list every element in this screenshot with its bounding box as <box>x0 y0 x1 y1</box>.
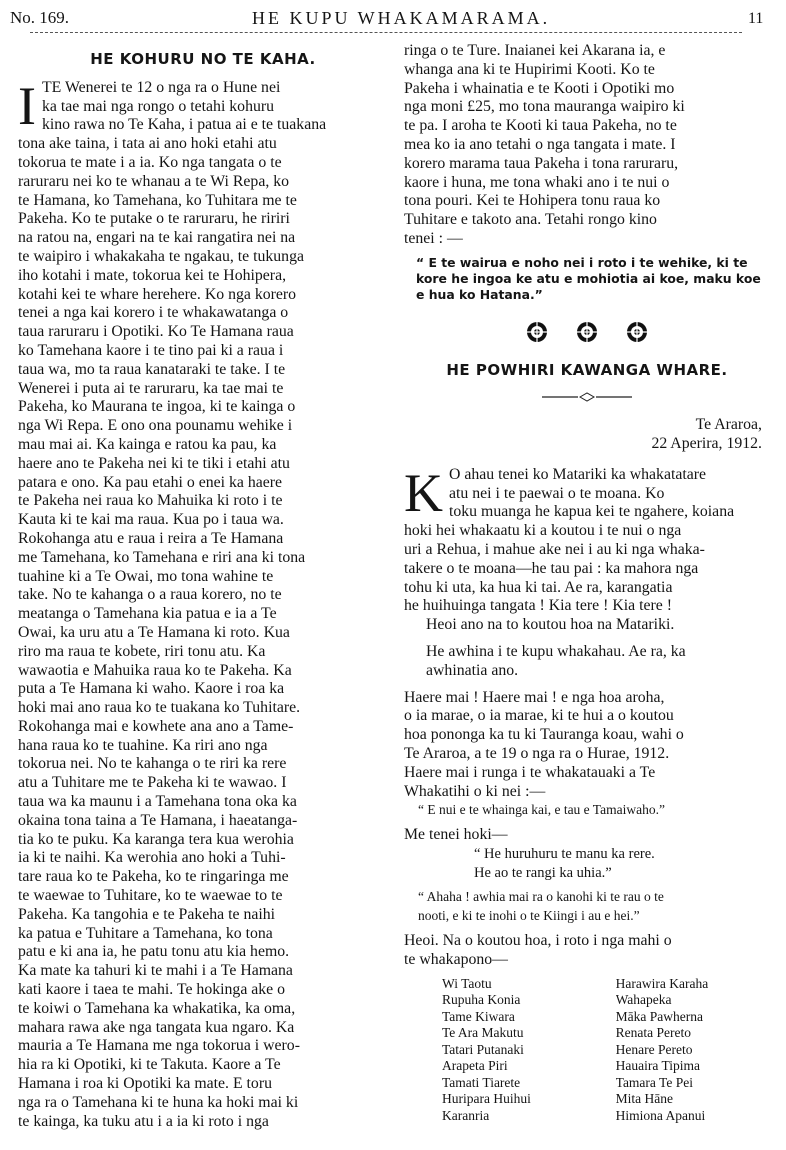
flower-ornament-icon <box>526 321 548 349</box>
text-line: toku muanga he kapua kei te ngahere, koiana <box>449 503 735 521</box>
signatory-name: Arapeta Piri <box>442 1058 508 1074</box>
signatory-name: Henare Pereto <box>615 1041 693 1057</box>
text-line: kotahi kei te whare herehere. Ko nga korero <box>18 285 297 303</box>
text-line: mea ko ia ano tetahi o nga tangata i mate. I <box>404 135 676 153</box>
me-tenei-line: Me tenei hoki— <box>404 826 508 844</box>
text-line: okaina tona taina a Te Hamana, i haeatanga- <box>18 811 298 829</box>
text-line: riro ma raua te kobete, riri tonu atu. Ka <box>18 642 266 660</box>
text-line: Whakatihi o ki nei :— <box>404 782 546 800</box>
issue-number: No. 169. <box>10 8 70 27</box>
text-line: iho kotahi i mate, tokorua kei te Hohipera, <box>18 266 287 284</box>
drop-cap: K <box>404 462 443 523</box>
text-line: Wenerei i puta ai te raruraru, ka tae mai te <box>18 379 284 397</box>
text-line: Kauta ki te kai ma raua. Kua po i taua wa. <box>18 511 284 529</box>
text-line: wawaotia e Mahuika raua ko te Pakeha. Ka <box>18 661 292 679</box>
text-line: patara e ono. Ka pau etahi o enei ka haere <box>18 473 283 491</box>
signatory-name: Wi Taotu <box>442 975 492 991</box>
quote-line: nooti, e ki te inohi o te Kiingi i au e hei.” <box>418 908 640 924</box>
signatory-name: Mita Hāne <box>615 1091 673 1107</box>
text-line: meatanga o Tamehana kia patua e ia a Te <box>18 605 277 623</box>
text-line: Pakeha i whainatia e te Kooti i Opotiki mo <box>404 79 675 97</box>
text-line: Rokohanga mai e kowhete ana ano a Tame- <box>18 717 294 735</box>
text-line: te waipiro i whakakaha te ngakau, te tukunga <box>18 247 304 265</box>
text-line: te Pakeha nei raua ko Mahuika ki roto i te <box>18 492 283 510</box>
text-line: puta a Te Hamana ki waho. Kaore i roa ka <box>18 680 285 698</box>
text-line: Tuhitare e takoto ana. Tetahi rongo kino <box>404 211 657 229</box>
names-column-1 <box>442 976 616 1125</box>
text-line: Haere mai i runga i te whakatauaki a Te <box>404 763 656 781</box>
text-line: hoki mai ano raua ko te tuakana ko Tuhitare. <box>18 699 301 717</box>
text-line: He awhina i te kupu whakahau. Ae ra, ka <box>426 642 686 660</box>
text-line: Heoi. Na o koutou hoa, i roto i nga mahi o <box>404 932 672 950</box>
text-line: raruraru nei ko te whanau a te Wi Repa, ko <box>18 172 290 190</box>
text-line: te whakapono— <box>404 950 508 968</box>
sign-off: Heoi ano na to koutou hoa na Matariki. <box>426 616 675 634</box>
text-line: te koiwi o Tamehana ka whakatika, ka oma, <box>18 999 296 1017</box>
ahaha-quote <box>404 888 770 926</box>
article-heading-kohuru: HE KOHURU NO TE KAHA. <box>90 50 316 68</box>
text-line: Ka mate ka tahuri ki te mahi i a Te Hamana <box>18 962 293 980</box>
text-line: atu a Tuhitare me te Pakeha ki te wawao. I <box>18 774 287 792</box>
signatory-name: Renata Pereto <box>615 1025 691 1041</box>
text-line: te waewae to Tuhitare, ko te waewae to te <box>18 887 283 905</box>
text-line: mau mai ai. Ka kainga e ratou ka pau, ka <box>18 435 277 453</box>
text-line: tona ake taina, i tata ai ano hoki etahi atu <box>18 135 277 153</box>
text-line: Hamana i roa ki Opotiki ka mate. E toru <box>18 1075 272 1093</box>
text-line: Owai, ka uru atu a Te Hamana ki roto. Kua <box>18 623 290 641</box>
text-line: hana raua ko te tuahine. Ka riri ano nga <box>18 736 268 754</box>
text-line: hoki hei whakaatu ki a koutou i te nui o nga <box>404 522 682 540</box>
signatory-names <box>404 976 770 1125</box>
signatory-name: Hauaira Tipima <box>615 1058 701 1074</box>
signatory-name: Tatari Putanaki <box>442 1041 524 1057</box>
text-line: te Hamana, ko Tamehana, ko Tuhitara me te <box>18 191 297 209</box>
text-line: tohu ki uta, ka hua ki tai. Ae ra, karangatia <box>404 578 673 596</box>
text-line: kaore i huna, me tona whaki ano i te nui o <box>404 173 670 191</box>
text-line: tare raua ko te Pakeha, ko te ringaringa me <box>18 868 289 886</box>
text-line: nga moni £25, mo tona mauranga waipiro ki <box>404 98 685 116</box>
text-line: te kainga, ka tuku atu i a ia ki roto i nga <box>18 1112 269 1130</box>
dateline-date: 22 Aperira, 1912. <box>651 434 762 452</box>
text-line: ka tae mai nga rongo o tetahi kohuru <box>41 97 275 115</box>
names-column-2 <box>616 976 770 1125</box>
text-line: tenei : — <box>404 229 463 247</box>
text-line: Pakeha. Ko te putake o te raruraru, he ririri <box>18 210 290 228</box>
text-line: awhinatia ano. <box>426 661 519 679</box>
text-line: atu nei i te paewai o te moana. Ko <box>449 484 665 502</box>
text-line: ringa o te Ture. Inaianei kei Akarana ia, e <box>404 42 666 59</box>
text-line: ka patua e Tuhitare a Tamehana, ko tona <box>18 924 273 942</box>
page-number: 11 <box>748 10 764 27</box>
poem-line: “ He huruhuru te manu ka rere. <box>474 845 655 862</box>
text-line: Haere mai ! Haere mai ! e nga hoa aroha, <box>404 688 665 706</box>
text-line: Rokohanga atu e raua i reira a Te Hamana <box>18 529 284 547</box>
text-line: tokorua te mate i a ia. Ko nga tangata o te <box>18 153 282 171</box>
text-line: Pakeha. Ka tangohia e te Pakeha te naihi <box>18 905 276 923</box>
text-line: Pakeha, ko Maurana te ingoa, ki te kainga o <box>18 398 296 416</box>
article-lines <box>18 75 388 1132</box>
paragraph-haere-mai <box>404 689 770 802</box>
ornament-row <box>404 321 770 349</box>
intro-lines <box>404 462 770 616</box>
text-line: na ratou na, engari na te kai rangatira nei na <box>18 229 296 247</box>
signatory-name: Harawira Karaha <box>615 975 709 991</box>
text-line: tia ko te puku. Ka karanga tera kua werohia <box>18 830 294 848</box>
text-line: takere o te moana—he tau pai : ka mahora nga <box>404 559 699 577</box>
quote-line: “ Ahaha ! awhia mai ra o kanohi ki te rau o te <box>418 889 664 905</box>
text-line: taua wa ka maunu i a Tamehana tona oka ka <box>18 793 297 811</box>
left-column <box>18 42 388 1131</box>
text-line: nga ra o Tamehana ki te huna ka hoki mai ki <box>18 1093 299 1111</box>
dateline-place: Te Araroa, <box>695 416 762 434</box>
text-line: mahara rawa ake nga tangata kua ngaro. Ka <box>18 1018 295 1036</box>
poem-quote <box>404 845 770 883</box>
text-line: kati kaore i taea te mahi. Te hokinga ake o <box>18 981 286 999</box>
header-rule <box>30 32 742 33</box>
paragraph-awhina <box>404 643 770 681</box>
text-line: whanga ana ki te Hupirimi Kooti. Ko te <box>404 60 655 78</box>
running-header <box>0 8 786 32</box>
signatory-name: Tamati Tiarete <box>442 1074 521 1090</box>
signatory-name: Wahapeka <box>615 992 672 1008</box>
text-line: haere ano te Pakeha nei ki te tiki i etahi atu <box>18 454 290 472</box>
article-body-kohuru <box>18 75 388 1132</box>
text-line: te pa. I aroha te Kooti ki taua Pakeha, no te <box>404 117 677 135</box>
text-line: tokorua nei. No te kahanga o te riri ka rere <box>18 755 287 773</box>
text-line: taua raruraru i Opotiki. Ko Te Hamana raua <box>18 323 294 341</box>
signatory-name: Māka Pawherna <box>615 1008 703 1024</box>
text-line: ia ki te naihi. Ka werohia ano hoki a Tuhi- <box>18 849 286 867</box>
signatory-name: Te Ara Makutu <box>442 1025 524 1041</box>
text-line: Te Araroa, a te 19 o nga ra o Hurae, 1912. <box>404 744 670 762</box>
closing-paragraph <box>404 932 770 970</box>
text-line: O ahau tenei ko Matariki ka whakatatare <box>449 465 707 483</box>
poem-line: He ao te rangi ka uhia.” <box>474 864 612 881</box>
right-column <box>404 42 770 1124</box>
flower-ornament-icon <box>626 321 648 349</box>
text-line: o ia marae, o ia marae, ki te hui a o koutou <box>404 707 674 725</box>
text-line: he huihuinga tangata ! Kia tere ! Kia tere ! <box>404 597 672 615</box>
signatory-name: Rupuha Konia <box>442 992 521 1008</box>
text-line: ko Tamehana kaore i te tino pai ki a raua i <box>18 341 284 359</box>
text-line: nga Wi Repa. E ono ona pounamu wehike i <box>18 417 293 435</box>
signatory-name: Huripara Huihui <box>442 1091 531 1107</box>
text-line: me Tamehana, ko Tamehana e riri ana ki tona <box>18 548 306 566</box>
ornamental-divider <box>404 389 770 408</box>
bold-quote: “ E te wairua e noho nei i roto i te wehike, ki te kore he ingoa ke atu e mohiotia ai koe, maku koe e hua ko Hatana.” <box>416 254 761 302</box>
text-line: tona pouri. Kei te Hohipera tonu raua ko <box>404 192 661 210</box>
signatory-name: Tame Kiwara <box>442 1008 515 1024</box>
signatory-name: Tamara Te Pei <box>615 1074 693 1090</box>
text-line: take. No te kahanga o a raua korero, no te <box>18 586 282 604</box>
text-line: kino rawa no Te Kaha, i patua ai e te tuakana <box>41 116 327 134</box>
text-line: tenei a nga kai korero i te whakawatanga o <box>18 304 289 322</box>
text-line: mauria a Te Hamana me nga tokorua i wero- <box>18 1037 300 1055</box>
drop-cap: I <box>18 75 36 136</box>
article-heading-powhiri: HE POWHIRI KAWANGA WHARE. <box>446 360 728 379</box>
text-line: hia ra ki Opotiki, ki te Takuta. Kaore a Te <box>18 1056 281 1074</box>
signatory-name: Himiona Apanui <box>615 1107 706 1123</box>
publication-title: HE KUPU WHAKAMARAMA. <box>252 8 551 28</box>
text-line: TE Wenerei te 12 o nga ra o Hune nei <box>41 78 281 96</box>
text-line: korero marama taua Pakeha i tona raruraru, <box>404 154 679 172</box>
text-line: hoa pononga ka tu ki Tauranga koau, wahi o <box>404 726 684 744</box>
article-continued-lines <box>404 42 770 249</box>
text-line: uri a Rehua, i mahue ake nei i au ki nga whaka- <box>404 540 705 558</box>
text-line: taua wa, mo ta raua kanataraki te take. I te <box>18 360 286 378</box>
intro-paragraph <box>404 462 770 616</box>
flower-ornament-icon <box>576 321 598 349</box>
signatory-name: Karanria <box>442 1107 490 1123</box>
proverb-quote: “ E nui e te whainga kai, e tau e Tamaiwaho.” <box>418 802 665 818</box>
text-line: tuahine ki a Te Owai, mo tona wahine te <box>18 567 274 585</box>
text-line: patu e ki ana ia, he patu tonu atu kia hemo. <box>18 943 290 961</box>
